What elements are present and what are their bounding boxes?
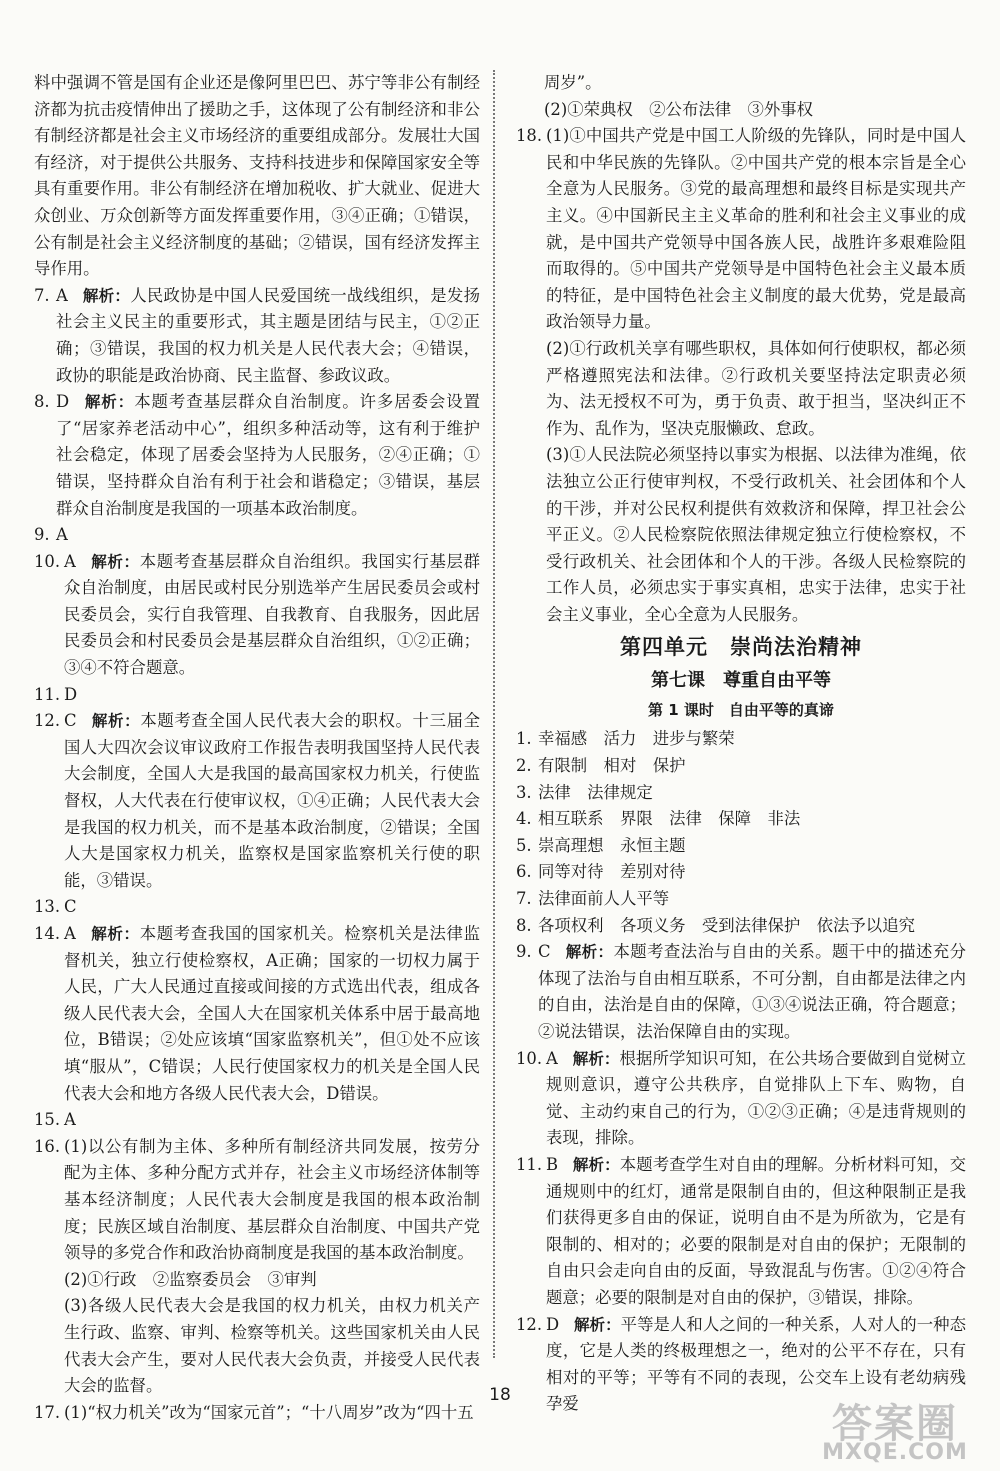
item-number: 9. [34, 525, 50, 545]
item-number: 9. [516, 942, 532, 962]
item-number: 6. [516, 862, 532, 882]
sub-answer-2: (2)①行政 ②监察委员会 ③审判 [64, 1269, 317, 1289]
fill-answer: 有限制 相对 保护 [538, 756, 686, 776]
answer-17-continuation: 周岁”。 [544, 73, 602, 92]
answer-letter: A [546, 1048, 558, 1068]
answer-item-14 [34, 921, 480, 1107]
item-number: 13. [34, 897, 61, 917]
answer-letter: A [64, 924, 76, 943]
item-number: 2. [516, 756, 532, 776]
right-column [516, 70, 966, 1418]
item-number: 1. [516, 729, 532, 749]
sub-answer-1: (1)“权力机关”改为“国家元首”；“十八周岁”改为“四十五 [64, 1402, 474, 1422]
answer-letter: B [546, 1154, 559, 1174]
fill-answer: 法律 法律规定 [538, 782, 653, 802]
watermark-url: MXQE.COM [822, 1440, 968, 1465]
paragraph-intro: 料中强调不管是国有企业还是像阿里巴巴、苏宁等非公有制经济都为抗击疫情伸出了援助之手，这体现了公有制经济和非公有制经济都是社会主义市场经济的重要组成部分。发展壮大国有经济，对于提供公共服务、支持科技进步和保障国家安全等具有重要作用。非公有制经济在增加税收、扩大就业、促进大众创业、万众创新等方面发挥重要作用，③④正确；①错误，公有制是社会主义经济制度的基础；②错误，国有经济发挥主导作用。 [34, 73, 480, 279]
item-number: 14. [34, 924, 61, 943]
fill-answer: 崇高理想 永恒主题 [538, 835, 686, 855]
analysis-label: 解析： [90, 552, 140, 571]
sub-answer-1: (1)①中国共产党是中国工人阶级的先锋队，同时是中国人民和中华民族的先锋队。②中国共产党的根本宗旨是全心全意为人民服务。③党的最高理想和最终目标是实现共产主义。④中国新民主主义革命的胜利和社会主义事业的成就，是中国共产党领导中国各族人民，战胜许多艰难险阻而取得的。⑤中国共产党领导是中国特色社会主义最本质的特征，是中国特色社会主义制度的最大优势，党是最高政治领导力量。 [546, 126, 966, 332]
item-number: 8. [516, 915, 532, 935]
analysis-label: 解析： [83, 393, 135, 412]
fill-item-2 [516, 753, 966, 780]
answer-17-part-2: (2)①荣典权 ②公布法律 ③外事权 [544, 99, 814, 119]
answer-letter: D [546, 1314, 560, 1334]
fill-item-7 [516, 886, 966, 913]
item-number: 8. [34, 392, 50, 412]
answer-item-11b [516, 1152, 966, 1312]
column-divider [493, 70, 495, 1358]
unit-title: 第四单元 崇尚法治精神 [620, 635, 862, 660]
analysis-label: 解析： [82, 286, 131, 305]
lesson-title: 第七课 尊重自由平等 [651, 670, 831, 692]
answer-item-8 [34, 389, 480, 522]
answer-letter: D [56, 392, 70, 412]
answer-item-15 [34, 1107, 480, 1134]
analysis-text: 本题考查法治与自由的关系。题干中的描述充分体现了法治与自由相互联系，不可分割，自由都是法律之内的自由，法治是自由的保障，①③④说法正确，符合题意；②说法错误，法治保障自由的实现。 [538, 942, 966, 1041]
item-number: 11. [516, 1154, 543, 1174]
answer-letter: C [64, 897, 77, 917]
answer-item-9b [516, 939, 966, 1045]
analysis-label: 解析： [90, 925, 140, 943]
analysis-label: 解析： [565, 943, 614, 962]
analysis-text: 本题考查我国的国家机关。检察机关是法律监督机关，独立行使检察权，A正确；国家的一切权力属于人民，广大人民通过直接或间接的方式选出代表，组成各级人民代表大会，全国人大在国家机关体系中居于最高地位，B错误；②处应该填“国家监察机关”，但①处不应该填“服从”，C错误；人民行使国家权力的机关是全国人民代表大会和地方各级人民代表大会，D错误。 [64, 924, 480, 1103]
left-column [34, 70, 480, 1426]
answer-item-12 [34, 708, 480, 894]
item-number: 12. [516, 1314, 543, 1334]
sub-answer-1: (1)以公有制为主体、多种所有制经济共同发展，按劳分配为主体、多种分配方式并存，社会主义市场经济体制等基本经济制度；人民代表大会制度是我国的根本政治制度；民族区域自治制度、基层群众自治制度、中国共产党领导的多党合作和政治协商制度是我国的基本政治制度。 [64, 1136, 480, 1263]
analysis-label: 解析： [572, 1155, 620, 1174]
fill-item-6 [516, 859, 966, 886]
analysis-text: 本题考查全国人民代表大会的职权。十三届全国人大四次会议审议政府工作报告表明我国坚持人民代表大会制度，全国人大是我国的最高国家权力机关，行使监督权，人大代表在行使审议权，①④正确；人民代表大会是我国的权力机关，而不是基本政治制度，②错误；全国人大是国家权力机关，监察权是国家监察机关行使的职能，③错误。 [64, 711, 480, 890]
answer-item-18 [516, 123, 966, 628]
answer-letter: A [64, 551, 76, 571]
item-number: 18. [516, 126, 543, 146]
answer-letter: A [56, 525, 68, 545]
sub-answer-2: (2)①行政机关享有哪些职权，具体如何行使职权，都必须严格遵照宪法和法律。②行政机关要坚持法定职责必须为、法无授权不可为，勇于负责、敢于担当，坚决纠正不作为、乱作为，坚决克服懒政、怠政。 [546, 338, 966, 438]
fill-item-1 [516, 726, 966, 753]
fill-item-5 [516, 833, 966, 860]
answer-letter: C [64, 711, 77, 731]
fill-answer: 幸福感 活力 进步与繁荣 [538, 729, 735, 749]
item-number: 4. [516, 809, 532, 829]
answer-item-10b [516, 1046, 966, 1152]
item-number: 17. [34, 1402, 61, 1422]
fill-answer: 同等对待 差别对待 [538, 862, 686, 882]
answer-letter: D [64, 684, 78, 704]
analysis-label: 解析： [91, 712, 141, 731]
item-number: 5. [516, 835, 532, 855]
fill-item-4 [516, 806, 966, 833]
analysis-label: 解析： [572, 1049, 620, 1068]
page-number: 18 [489, 1385, 511, 1405]
analysis-text: 本题考查基层群众自治制度。许多居委会设置了“居家养老活动中心”，组织多种活动等，这有利于维护社会稳定，体现了居委会坚持为人民服务，②④正确；①错误，坚持群众自治有利于社会和谐稳定；③错误，基层群众自治制度是我国的一项基本政治制度。 [56, 392, 480, 518]
analysis-text: 平等是人和人之间的一种关系，人对人的一种态度，它是人类的终极理想之一，绝对的公平不存在，只有相对的平等；平等有不同的表现，公交车上设有老幼病残孕爱 [546, 1314, 966, 1414]
analysis-text: 本题考查基层群众自治组织。我国实行基层群众自治制度，由居民或村民分别选举产生居民委员会或村民委员会，实行自我管理、自我教育、自我服务，因此居民委员会和村民委员会是基层群众自治组织，①②正确；③④不符合题意。 [64, 551, 480, 678]
analysis-text: 人民政协是中国人民爱国统一战线组织，是发扬社会主义民主的重要形式，其主题是团结与民主，①②正确；③错误，我国的权力机关是人民代表大会；④错误，政协的职能是政治协商、民主监督、参政议政。 [56, 285, 480, 385]
item-number: 11. [34, 684, 61, 704]
item-number: 10. [516, 1048, 543, 1068]
answer-letter: A [64, 1110, 76, 1130]
item-number: 10. [34, 551, 61, 571]
watermark-logo [800, 1392, 990, 1470]
sub-answer-3: (3)各级人民代表大会是我国的权力机关，由权力机关产生行政、监察、审判、检察等机关。这些国家机关由人民代表大会产生，要对人民代表大会负责，并接受人民代表大会的监督。 [64, 1296, 480, 1396]
item-number: 16. [34, 1136, 61, 1156]
fill-item-8 [516, 913, 966, 940]
answer-item-13 [34, 894, 480, 921]
answer-letter: A [56, 285, 68, 305]
answer-item-10 [34, 549, 480, 682]
item-number: 7. [516, 889, 532, 909]
sub-answer-3: (3)①人民法院必须坚持以事实为根据、以法律为准绳，依法独立公正行使审判权，不受行政机关、社会团体和个人的干涉，并对公民权利提供有效救济和保障，捍卫社会公平正义。②人民检察院依照法律规定独立行使检察权，不受行政机关、社会团体和个人的干涉。各级人民检察院的工作人员，必须忠实于事实真相，忠实于法律，忠实于社会主义事业，全心全意为人民服务。 [546, 445, 966, 624]
answer-item-16 [34, 1134, 480, 1400]
item-number: 12. [34, 711, 61, 731]
watermark-text: 答案圈 [832, 1401, 958, 1447]
fill-answer: 相互联系 界限 法律 保障 非法 [538, 809, 801, 829]
answer-item-9 [34, 522, 480, 549]
fill-item-3 [516, 780, 966, 807]
fill-answer: 各项权利 各项义务 受到法律保护 依法予以追究 [538, 915, 915, 935]
item-number: 7. [34, 285, 50, 305]
analysis-label: 解析： [573, 1315, 621, 1334]
item-number: 3. [516, 782, 532, 802]
answer-letter: C [538, 942, 551, 962]
answer-item-7 [34, 283, 480, 389]
period-title: 第 1 课时 自由平等的真谛 [648, 701, 834, 720]
fill-answer: 法律面前人人平等 [538, 889, 670, 909]
analysis-text: 根据所学知识可知，在公共场合要做到自觉树立规则意识，遵守公共秩序，自觉排队上下车、购物，自觉、主动约束自己的行为，①②③正确；④是违背规则的表现，排除。 [546, 1048, 966, 1148]
answer-item-11 [34, 682, 480, 709]
analysis-text: 本题考查学生对自由的理解。分析材料可知，交通规则中的红灯，通常是限制自由的，但这种限制正是我们获得更多自由的保证，说明自由不是为所欲为，它是有限制的、相对的；必要的限制是对自由的保护；无限制的自由只会走向自由的反面，导致混乱与伤害。①②④符合题意；必要的限制是对自由的保护，③错误，排除。 [546, 1154, 966, 1307]
item-number: 15. [34, 1110, 61, 1130]
